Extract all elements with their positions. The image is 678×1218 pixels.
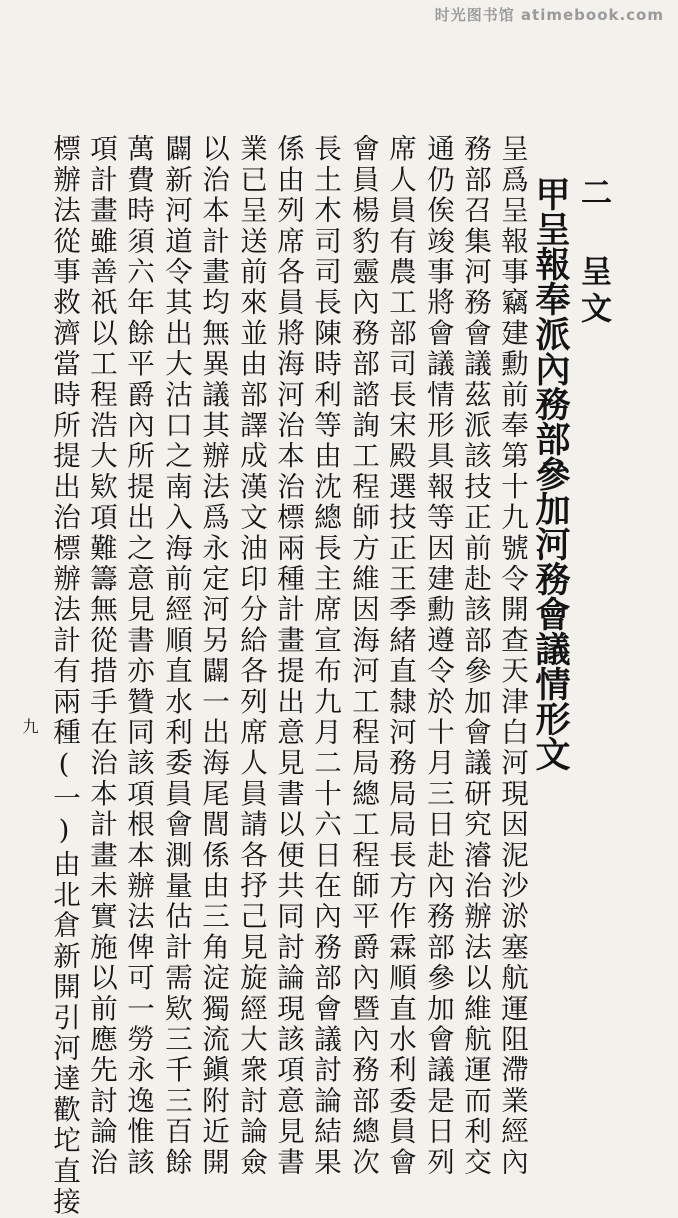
body-column-8: 業已呈送前來並由部譯成漢文油印分給各列席人員請各抒己見旋經大衆討論僉 — [235, 134, 267, 1178]
body-column-11: 萬費時須六年餘平爵內所提出之意見書亦贊同該項根本辦法俾可一勞永逸惟該 — [122, 134, 154, 1178]
body-column-13: 標辦法從事救濟當時所提出治標辦法計有兩種(一)由北倉新開引河達歡坨直接 — [48, 134, 80, 1218]
body-column-6: 長土木司司長陳時利等由沈總長主席宣布九月二十六日在內務部會議討論結果 — [309, 134, 341, 1178]
page-number: 九 — [20, 718, 39, 734]
body-column-1: 呈爲呈報事竊建勳前奉第十九號令開查天津白河現因泥沙淤塞航運阻滯業經內 — [496, 134, 528, 1178]
section-heading: 二 呈文 — [575, 176, 611, 329]
document-title: 甲呈報奉派內務部參加河務會議情形文 — [530, 176, 571, 771]
body-column-3: 通仍俟竣事將會議情形具報等因建勳遵令於十月三日赴內務部參加會議是日列 — [422, 134, 454, 1178]
body-column-2: 務部召集河務會議茲派該技正前赴該部參加會議研究濬治辦法以維航運而利交 — [459, 134, 491, 1178]
body-column-9: 以治本計畫均無異議其辦法爲永定河另闢一出海尾閭係由三角淀獨流鎭附近開 — [197, 134, 229, 1178]
site-watermark: 时光图书馆 atimebook.com — [434, 6, 664, 24]
body-column-7: 係由列席各員將海河治本治標兩種計畫提出意見書以便共同討論現該項意見書 — [272, 134, 304, 1178]
body-column-5: 會員楊豹靈內務部諮詢工程師方維因海河工程局總工程師平爵內暨內務部總次 — [347, 134, 379, 1178]
body-column-4: 席人員有農工部司長宋殿選技正王季緒直隸河務局局長方作霖順直水利委員會 — [384, 134, 416, 1178]
body-column-10: 闢新河道令其出大沽口之南入海前經順直水利委員會測量估計需欵三千三百餘 — [160, 134, 192, 1178]
body-column-12: 項計畫雖善祇以工程浩大欵項難籌無從措手在治本計畫未實施以前應先討論治 — [85, 134, 117, 1178]
